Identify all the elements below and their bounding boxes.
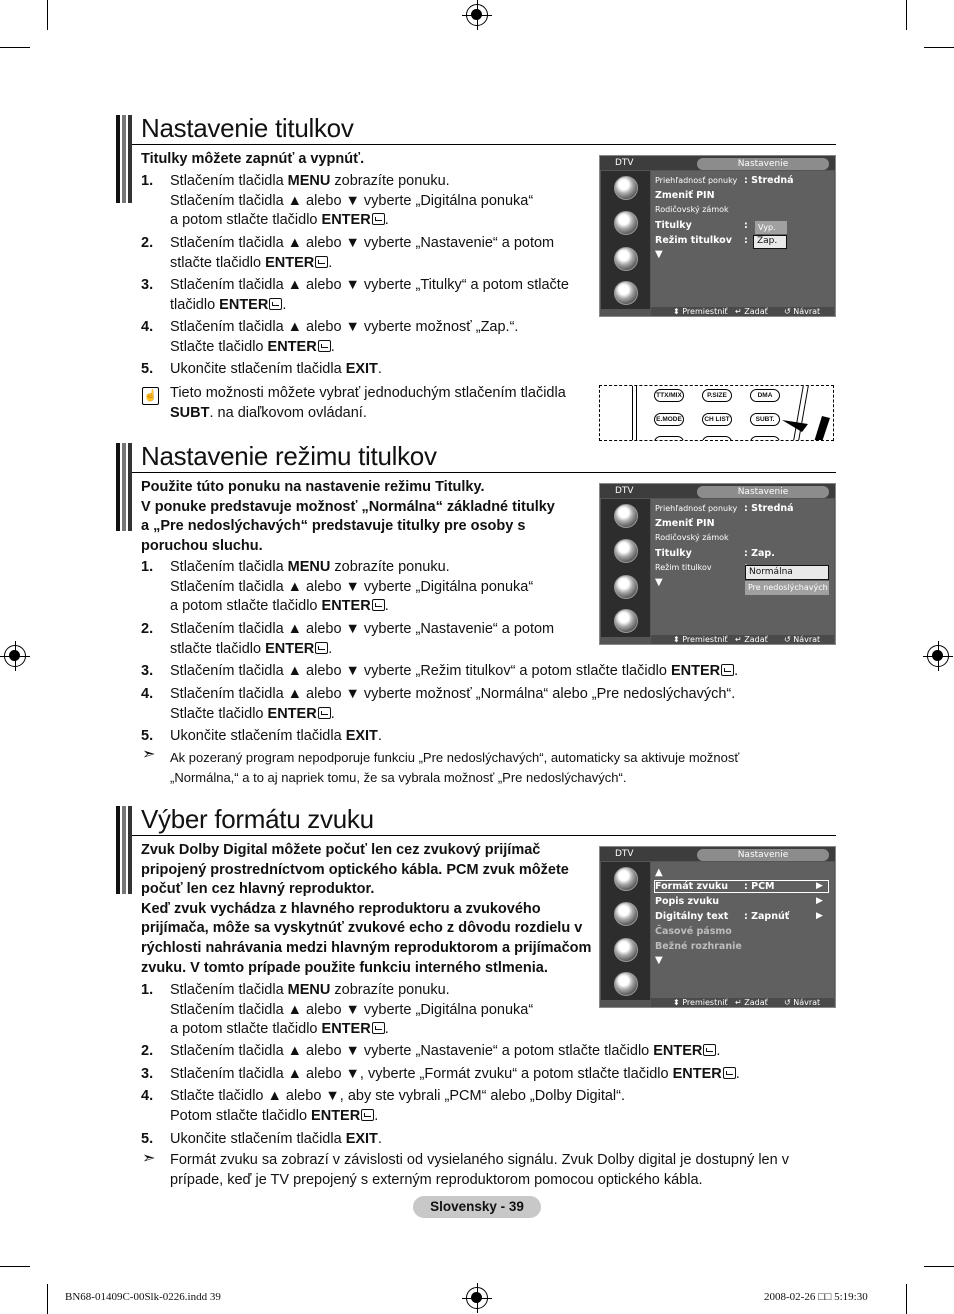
- menu-value: : PCM: [744, 881, 775, 892]
- menu-value: : Stredná: [744, 503, 794, 514]
- sound-icon: [614, 902, 638, 926]
- scroll-down-icon: ▼: [655, 577, 663, 588]
- sound-icon: [614, 539, 638, 563]
- scroll-up-icon: ▲: [655, 867, 663, 878]
- pointer-arrow-icon: [780, 406, 834, 441]
- registration-mark-icon: [466, 1287, 488, 1309]
- note-arrow-icon: ➣: [142, 746, 156, 763]
- hand-note-icon: ☝: [142, 387, 159, 405]
- crop-mark: [47, 1284, 48, 1314]
- note-text: Ak pozeraný program nepodporuje funkciu „Pre nedoslýchavých“, automaticky sa aktivuje možnosť „Normálna,“ a to aj napriek tomu, že sa vybrala možnosť „Pre nedoslýchavých“.: [170, 750, 740, 785]
- registration-mark-icon: [4, 645, 26, 667]
- picture-icon: [614, 176, 638, 200]
- intro-text: Titulky môžete zapnúť a vypnúť.: [141, 151, 365, 167]
- enter-icon: [372, 213, 385, 225]
- section-bar: [116, 115, 132, 203]
- enter-icon: [372, 599, 385, 611]
- crop-mark: [906, 0, 907, 30]
- menu-item: Popis zvuku: [655, 896, 720, 907]
- input-icon: [614, 972, 638, 996]
- scroll-down-icon: ▼: [655, 249, 663, 260]
- enter-icon: [723, 1067, 736, 1079]
- option-normal-selected: Normálna: [745, 565, 829, 580]
- menu-item: Zmeniť PIN: [655, 190, 715, 201]
- dma-button: DMA: [750, 389, 780, 402]
- menu-footer: ⬍ Premiestniť ↵ Zadať ↺ Návrat: [651, 998, 834, 1007]
- file-name: BN68-01409C-00Slk-0226.indd 39: [65, 1291, 221, 1303]
- menu-value: : Zap.: [744, 548, 775, 559]
- crop-mark: [906, 1284, 907, 1314]
- tip-text: Tieto možnosti môžete vybrať jednoduchým stlačením tlačidla SUBT. na diaľkovom ovládaní.: [170, 385, 566, 421]
- menu-value: : Zapnúť: [744, 911, 790, 922]
- dtv-label: DTV: [615, 486, 634, 496]
- intro-text: Použite túto ponuku na nastavenie režimu Titulky. V ponuke predstavuje možnosť „Normálna“ základné titulky a „Pre nedoslýchavých“ predstavuje titulky pre osoby s poruchou sluchu.: [141, 479, 555, 554]
- menu-item: Rodičovský zámok: [655, 205, 729, 214]
- picture-icon: [614, 867, 638, 891]
- enter-icon: [315, 256, 328, 268]
- input-icon: [614, 609, 638, 633]
- crop-mark: [924, 1266, 954, 1267]
- dtv-label: DTV: [615, 158, 634, 168]
- section-bar: [116, 806, 132, 894]
- enter-icon: [372, 1022, 385, 1034]
- ttx-mix-button: TTX/MIX: [654, 389, 684, 402]
- crop-mark: [924, 47, 954, 48]
- subt-button: SUBT.: [750, 413, 780, 426]
- option-on-selected: Zap.: [753, 235, 787, 249]
- note-arrow-icon: ➣: [142, 1150, 156, 1167]
- menu-sidebar: [601, 171, 650, 309]
- intro-text: Zvuk Dolby Digital môžete počuť len cez zvukový prijímač pripojený prostredníctvom optického kábla. PCM zvuk môžete počuť len cez hlavný reproduktor. Keď zvuk vychádza z hlavného reproduktoru a zvukového prijímača, môže sa vyskytnúť zvukové echo z dôvodu rozdielu v rýchlosti nahrávania medzi hlavným reproduktorom a prijímačom zvuku. V tomto prípade použite funkciu interného stlmenia.: [141, 842, 592, 976]
- tv-menu-screen: DTV Nastavenie Priehľadnosť ponuky : Stredná Zmeniť PIN Rodičovský zámok Titulky : Režim titulkov : Vyp. Zap. ▼ ⬍ Premiestniť ↵ Zadať ↺ Návrat: [599, 155, 836, 317]
- registration-mark-icon: [466, 4, 488, 26]
- menu-footer: ⬍ Premiestniť ↵ Zadať ↺ Návrat: [651, 635, 834, 644]
- note-text: Formát zvuku sa zobrazí v závislosti od vysielaného signálu. Zvuk Dolby digital je dostupný len v prípade, keď je TV prepojený s externým reproduktorom pomocou optického kábla.: [170, 1152, 789, 1188]
- enter-icon: [269, 298, 282, 310]
- menu-sidebar: [601, 499, 650, 637]
- section-title: Výber formátu zvuku: [141, 804, 374, 834]
- enter-icon: [703, 1044, 716, 1056]
- crop-mark: [0, 1266, 30, 1267]
- menu-title: Nastavenie: [697, 158, 829, 170]
- remote-illustration: [599, 385, 834, 441]
- dtv-label: DTV: [615, 849, 634, 859]
- section-header: [116, 115, 836, 145]
- picture-icon: [614, 504, 638, 528]
- crop-mark: [0, 47, 30, 48]
- section-header: [116, 806, 836, 836]
- p-size-button: P.SIZE: [702, 389, 732, 402]
- menu-item: Titulky: [655, 220, 692, 231]
- enter-icon: [361, 1109, 374, 1121]
- menu-item: Digitálny text: [655, 911, 729, 922]
- e-mode-button: E.MODE: [654, 413, 684, 426]
- page-number-badge: Slovensky - 39: [413, 1196, 541, 1218]
- enter-icon: [318, 707, 331, 719]
- menu-title: Nastavenie: [697, 849, 829, 861]
- enter-icon: [315, 642, 328, 654]
- section-title: Nastavenie režimu titulkov: [141, 441, 437, 471]
- menu-item: Režim titulkov: [655, 563, 712, 572]
- menu-value: : Stredná: [744, 175, 794, 186]
- enter-icon: [318, 340, 331, 352]
- menu-item: Titulky: [655, 548, 692, 559]
- setup-icon: [614, 938, 638, 962]
- option-hearing-impaired: Pre nedoslýchavých: [745, 581, 829, 595]
- menu-item: Formát zvuku: [655, 881, 729, 892]
- submenu-arrow-icon: ▶: [816, 911, 823, 921]
- setup-icon: [614, 575, 638, 599]
- menu-item: Priehľadnosť ponuky: [655, 176, 738, 185]
- option-off: Vyp.: [755, 221, 787, 234]
- menu-sidebar: [601, 862, 650, 1000]
- menu-item: Zmeniť PIN: [655, 518, 715, 529]
- tv-menu-screen: [599, 483, 836, 645]
- input-icon: [614, 281, 638, 305]
- section-title: Nastavenie titulkov: [141, 113, 354, 143]
- menu-item: Rodičovský zámok: [655, 533, 729, 542]
- submenu-arrow-icon: ▶: [816, 896, 823, 906]
- menu-item: Režim titulkov: [655, 235, 732, 246]
- menu-item-disabled: Bežné rozhranie: [655, 941, 742, 952]
- menu-title: Nastavenie: [697, 486, 829, 498]
- setup-icon: [614, 247, 638, 271]
- enter-icon: [721, 664, 734, 676]
- registration-mark-icon: [927, 645, 949, 667]
- sound-icon: [614, 211, 638, 235]
- tv-menu-screen: [599, 846, 836, 1008]
- ch-list-button: CH LIST: [702, 413, 732, 426]
- menu-footer: ⬍ Premiestniť ↵ Zadať ↺ Návrat: [651, 307, 834, 316]
- scroll-down-icon: ▼: [655, 955, 663, 966]
- section-bar: [116, 443, 132, 531]
- menu-item-disabled: Časové pásmo: [655, 926, 732, 937]
- timestamp: 2008-02-26 □□ 5:19:30: [764, 1291, 868, 1303]
- menu-item: Priehľadnosť ponuky: [655, 504, 738, 513]
- crop-mark: [47, 0, 48, 30]
- section-header: [116, 443, 836, 473]
- submenu-arrow-icon: ▶: [816, 881, 823, 891]
